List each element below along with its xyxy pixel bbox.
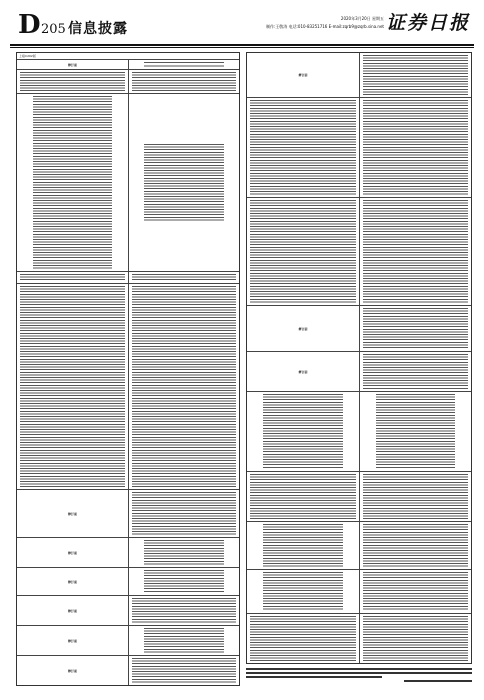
footnote-signature [404,680,472,682]
text-block [144,628,223,653]
table-cell [247,614,359,664]
text-block [263,572,344,611]
row-label: 修订前 [298,326,308,331]
table-row [247,391,471,471]
editor-line: 制作:王敬涛 电话:010-83251716 E-mail:zqrb9@zqrb.sina.net [265,24,384,29]
table-cell [17,596,128,625]
date-line: 2020年3月20日 星期五 [340,16,384,21]
text-block [144,144,223,221]
table-cell [128,94,239,271]
text-block [376,394,456,469]
text-block [363,308,468,349]
header-cell [17,60,128,69]
row-label: 修订前 [298,73,308,77]
masthead [10,8,474,42]
table-cell [17,538,128,567]
footnote-line [246,676,382,678]
table-row [247,521,471,569]
table-row [247,305,471,351]
table-cell [359,472,471,521]
text-block [132,492,236,535]
table-cell [247,198,359,305]
table-cell [247,98,359,197]
table-cell [17,568,128,595]
text-block [20,286,125,487]
text-block [144,540,223,565]
text-block [20,274,125,281]
section-title: 信息披露 [68,21,128,37]
row-label: 修订前 [67,608,77,613]
row-label: 修订前 [298,369,308,374]
table-cell [128,284,239,489]
table-cell [128,596,239,625]
table-cell [247,352,359,391]
table-cell [128,490,239,537]
page-letter: D [18,10,41,40]
table-row [17,271,239,283]
text-block [132,598,236,623]
row-label: 修订前 [67,550,77,555]
table-cell [359,98,471,197]
comparison-table-left [17,59,239,685]
text-block [33,96,113,269]
table-cell [17,490,128,537]
table-cell [359,570,471,613]
header-cell [128,60,239,69]
table-row [247,569,471,613]
table-cell [128,568,239,595]
page-number: 205 [41,22,66,37]
table-cell [359,352,471,391]
text-block [144,62,223,67]
text-block [363,572,468,611]
table-cell [128,656,239,685]
text-block [20,72,125,91]
table-row [247,351,471,391]
footnote-line [246,668,472,670]
row-label: 修订前 [67,511,77,516]
table-cell [247,472,359,521]
text-block [363,55,468,95]
text-block [250,200,356,303]
row-label: 修订前 [67,579,77,584]
table-row [17,283,239,489]
table-cell [17,656,128,685]
header-label: 修订前 [67,62,77,67]
table-cell [359,306,471,351]
table-row [247,471,471,521]
table-cell [128,538,239,567]
text-block [250,474,356,519]
table-row [17,69,239,93]
right-column [246,52,472,664]
table-cell [17,70,128,93]
table-cell [17,272,128,283]
table-cell [247,570,359,613]
text-block [132,72,236,91]
text-block [363,354,468,389]
masthead-rule [10,44,474,46]
table-row [17,489,239,537]
text-block [132,658,236,683]
text-block [132,286,236,487]
table-cell [128,70,239,93]
table-row [17,567,239,595]
table-row [17,93,239,271]
text-block [363,524,468,567]
table-cell [247,392,359,471]
text-block [363,474,468,519]
row-label: 修订前 [67,638,77,643]
table-row [247,197,471,305]
footnote-line [246,672,472,674]
text-block [363,616,468,663]
text-block [132,274,236,281]
paper-logo: 证券日报 [385,12,470,34]
table-cell [359,53,471,97]
table-row [247,97,471,197]
text-block [363,100,468,195]
footnote [246,668,472,684]
text-block [363,200,468,303]
table-cell [128,626,239,655]
masthead-rule-thin [10,47,474,48]
table-cell [359,198,471,305]
table-cell [247,306,359,351]
table-cell [17,94,128,271]
text-block [263,394,344,469]
text-block [263,524,344,567]
row-label: 修订前 [67,668,77,673]
table-cell [247,522,359,569]
table-cell [17,626,128,655]
table-cell [359,522,471,569]
text-block [144,570,223,593]
table-row [17,625,239,655]
table-cell [359,392,471,471]
table-cell [128,272,239,283]
left-column [16,52,240,686]
text-block [250,616,356,663]
table-row [17,595,239,625]
text-block [250,100,356,195]
continued-caption: 上接C202版 [19,54,36,58]
comparison-table-right [247,53,471,664]
table-row [247,53,471,97]
table-header-row [17,59,239,69]
table-cell [359,614,471,664]
table-cell [247,53,359,97]
table-row [247,613,471,664]
table-row [17,655,239,685]
table-row [17,537,239,567]
table-cell [17,284,128,489]
